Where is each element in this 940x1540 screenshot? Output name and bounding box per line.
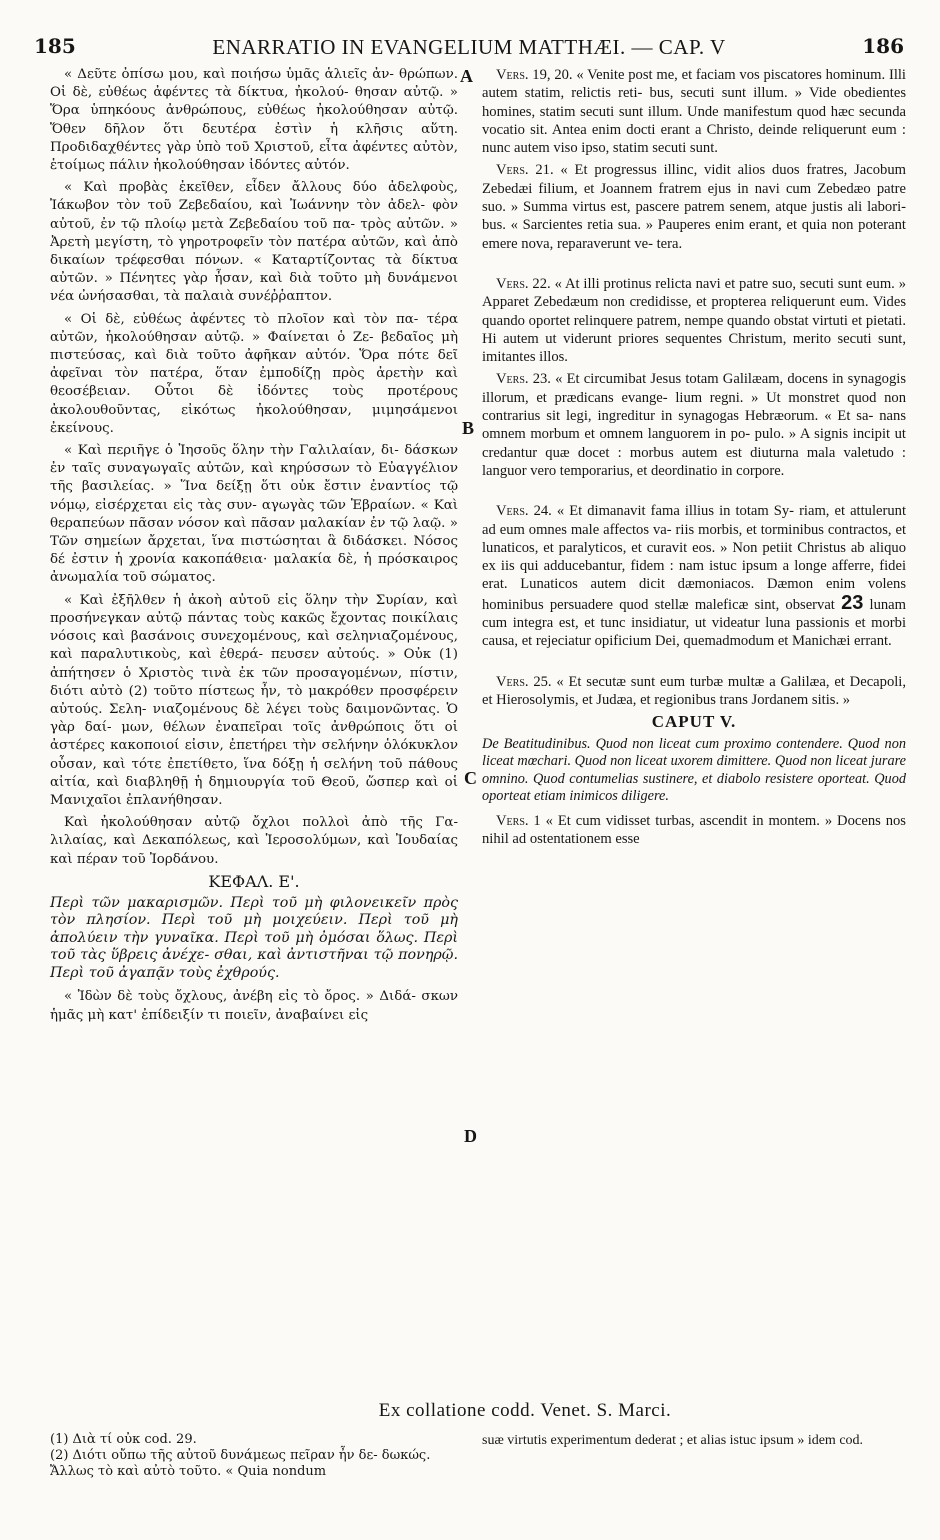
latin-text: « Et cum vidisset turbas, ascendit in montem. » Docens nos nihil ad ostentationem esse	[482, 812, 906, 847]
latin-text: « At illi protinus relicta navi et patre suo, secuti sunt eum. » Apparet Zebedæum non credidisse, et propterea reliquerunt eum. Vides quando oportet relinquere patrem, nempe quando obstat virtuti et pietati. Hi autem ut viderunt priores sequentes Christum, merito secuti sunt, imitantes illos.	[482, 275, 907, 366]
latin-text: « Et secutæ sunt eum turbæ multæ a Galilæa, et Decapoli, et Hierosolymis, et Judæa, et regionibus trans Jordanem sitis. »	[482, 673, 906, 708]
greek-column	[50, 66, 458, 1029]
page-number-left: 185	[34, 34, 76, 58]
greek-paragraph: « Οἱ δὲ, εὐθέως ἀφέντες τὸ πλοῖον καὶ τὸν πα- τέρα αὐτῶν, ἠκολούθησαν αὐτῷ. » Φαίνεται ὁ Ζε- βεδαῖος μὴ πιστεύσας, καὶ διὰ τοῦτο ἀφῆκαν αὐτόν. Ὅρα πότε δεῖ ἀφεῖναι τὸν πατέρα, ὅταν ἐμποδίζῃ πρὸς ἀρετὴν καὶ θεοσέβειαν. Οὗτοι δὲ ἰδόντες τοὺς προτέρους ἀκολουθοῦντας, εἰκότως ἠκολούθησαν, μιμησάμενοι ἐκείνους.	[50, 311, 458, 436]
latin-paragraph	[482, 502, 906, 650]
margin-letter-d: D	[464, 1126, 477, 1146]
greek-chapter-heading: ΚΕΦΑΛ. Ε'.	[208, 871, 300, 891]
original-page-marker: 23	[841, 591, 864, 614]
latin-text: « Et circumibat Jesus totam Galilæam, docens in synagogis illorum, et prædicans evange- lium regni. » Ut monstret quod non contrarius sit legi, ingreditur in synagogas Hebræorum. « Et sa- nans omnem morbum et omnem languorem in po- pulo. » A signis incipit ut credantur quæ docet : morbus autem est diuturna mala valetudo : languor vero temporarius, et deordinatio in corpore.	[482, 371, 907, 479]
greek-paragraph: « Καὶ περιῆγε ὁ Ἰησοῦς ὅλην τὴν Γαλιλαίαν, δι- δάσκων ἐν ταῖς συναγωγαῖς αὐτῶν, καὶ κηρύσσων τὸ Εὐαγγέλιον τῆς βασιλείας. » Ἵνα δείξῃ ὅτι οὐκ ἔστιν ἐναντίος τῷ νόμῳ, εἰσέρχεται εἰς τὰς συν- αγωγὰς τῶν Ἑβραίων. « Καὶ θεραπεύων πᾶσαν νόσον καὶ πᾶσαν μαλακίαν ἐν τῷ λαῷ. » Τῶν σημείων ἄρχεται, ἵνα πιστώσηται ἃ διδάσκει. Νόσος δέ ἐστιν ἡ χρονία κακοπάθεια· μαλακία δὲ, ἡ πρόσκαιρος ἀνωμαλία τοῦ σώματος.	[50, 443, 458, 586]
verse-ref: Vers. 25.	[496, 673, 552, 690]
verse-ref: Vers. 23.	[496, 371, 551, 388]
latin-paragraph	[482, 66, 906, 157]
greek-paragraph: « Ἰδὼν δὲ τοὺς ὄχλους, ἀνέβη εἰς τὸ ὄρος. » Διδά- σκων ἡμᾶς μὴ κατ' ἐπίδειξίν τι ποιεῖν, ἀναβαίνει εἰς	[50, 989, 458, 1023]
latin-text: « Et progressus illinc, vidit alios duos fratres, Jacobum Zebedæi filium, et Joannem fratrem ejus in navi cum Zebedæo patre suo. » Summa virtus est, pascere patrem senem, atque justis ali labori- bus. « Sarcientes retia sua. » Pauperes enim erant, et quia non poterant emere nova, reparaverunt ve- tera.	[482, 162, 906, 252]
latin-paragraph	[482, 370, 906, 480]
running-title: ENARRATIO IN EVANGELIUM MATTHÆI. — CAP. V	[212, 35, 726, 59]
footnotes-greek	[50, 1432, 458, 1480]
latin-text: « Venite post me, et faciam vos piscatores hominum. Illi autem statim, relictis reti- bus, secuti sunt illum. » Vide obedientes homines, statim secuti sunt illum. Unde manifestum quod hæc secunda vocatio sit. Antea enim docti erant a Christo, deinde reliquerunt eum : nunc autem viso ipso, statim secuti sunt.	[482, 67, 906, 157]
latin-paragraph	[482, 275, 906, 366]
latin-chapter-summary: De Beatitudinibus. Quod non liceat cum proximo contendere. Quod non liceat mœchari. Quod non liceat uxorem dimittere. Quod non liceat jurare omnino. Quod contumelias sustinere, et diabolo resistere oporteat. Quod oporteat etiam inimicos diligere.	[482, 735, 906, 804]
latin-paragraph	[482, 812, 906, 849]
latin-column	[482, 66, 906, 852]
verse-ref: Vers. 24.	[496, 503, 552, 520]
greek-paragraph: « Καὶ προβὰς ἐκεῖθεν, εἶδεν ἄλλους δύο ἀδελφοὺς, Ἰάκωβον τὸν τοῦ Ζεβεδαίου, καὶ Ἰωάννην τὸν ἀδελ- φὸν αὐτοῦ, ἐν τῷ πλοίῳ μετὰ Ζεβεδαίου τοῦ πα- τρὸς αὐτῶν. » Ἀρετὴ μεγίστη, τὸ γηροτροφεῖν τὸν πατέρα αὐτῶν, καὶ ἀπὸ δικαίων τρέφεσθαι πόνων. « Καταρτίζοντας τὰ δίκτυα αὐτῶν. » Πένητες γὰρ ἦσαν, καὶ διὰ τοῦτο μὴ δυνάμενοι νέα ὠνήσασθαι, τὰ παλαιὰ συνέῤῥαπτον.	[50, 180, 458, 305]
collation-note-row	[50, 1400, 910, 1422]
footnote: (2) Διότι οὔπω τῆς αὐτοῦ δυνάμεως πεῖραν ἦν δε- δωκώς. Ἄλλως τὸ καὶ αὐτὸ τοῦτο. « Quia nondum	[50, 1448, 431, 1479]
greek-paragraph: « Καὶ ἐξῆλθεν ἡ ἀκοὴ αὐτοῦ εἰς ὅλην τὴν Συρίαν, καὶ προσήνεγκαν αὐτῷ πάντας τοὺς κακῶς ἔχοντας ποικίλαις νόσοις καὶ βασάνοις συνεχομένους, καὶ σεληνιαζομένους, καὶ παραλυτικοὺς, καὶ ἐθερά- πευσεν αὐτούς. » Οὐκ (1) ἀπήτησεν ὁ Χριστὸς τινὰ ἐκ τῶν προσαγομένων, πίστιν, διότι αὐτὸ (2) τοῦτο πίστεως ἦν, τὸ μακρόθεν προσφέρειν αὐτούς. Σελη- νιαζομένους δὲ λέγει τοὺς δαιμονῶντας. Ὁ γὰρ δαί- μων, θέλων ἐναπεῖραι τοῖς ἀνθρώποις ὅτι οἱ ἀστέρες κακοποιοί εἰσιν, ἐπετήρει τὴν σελήνην ὁλόκυκλον οὖσαν, καὶ τότε ἐπετίθετο, ἵνα δόξῃ ἡ σελήνη τοῦ πάθους αἰτία, καὶ διαβληθῇ ἡ δημιουργία τοῦ Θεοῦ, ὥσπερ καὶ οἱ Μανιχαῖοι ἐπλανήθησαν.	[50, 592, 458, 808]
latin-paragraph	[482, 161, 906, 252]
latin-text: lunam cum integra est, et tunc insidiatur, ut videatur luna passionis et morbi causa, et rejeciatur opificium Dei, quemadmodum et Manichæi errant.	[482, 596, 907, 650]
margin-letter-a: A	[460, 66, 473, 86]
margin-letter-b: B	[462, 418, 475, 438]
footnote: (1) Διὰ τί οὐκ cod. 29.	[50, 1432, 197, 1447]
margin-letter-c: C	[464, 768, 477, 788]
footnotes-latin: suæ virtutis experimentum dederat ; et alias istuc ipsum » idem cod.	[482, 1433, 864, 1448]
latin-paragraph	[482, 673, 906, 710]
page-number-right: 186	[862, 34, 904, 58]
verse-ref: Vers. 1	[496, 812, 541, 829]
greek-chapter-summary: Περὶ τῶν μακαρισμῶν. Περὶ τοῦ μὴ φιλονεικεῖν πρὸς τὸν πλησίον. Περὶ τοῦ μὴ μοιχεύειν. Περὶ τοῦ μὴ ἀπολύειν τὴν γυναῖκα. Περὶ τοῦ μὴ ὀμόσαι ὅλως. Περὶ τοῦ τὰς ὕβρεις ἀνέχε- σθαι, καὶ ἀντιστῆναι τῷ πονηρῷ. Περὶ τοῦ ἀγαπᾷν τοὺς ἐχθρούς.	[50, 894, 458, 981]
latin-chapter-heading: CAPUT V.	[651, 712, 737, 732]
running-header	[34, 34, 904, 64]
latin-text: « Et dimanavit fama illius in totam Sy- riam, et attulerunt ad eum omnes male affectos va- riis morbis, et torminibus contractos, et lunaticos, et paralyticos, et curavit eos. » Non petiit Christus ab aliquo ex iis qui adducebantur, fidem : nam istuc ipsum a longe afferre, fidei erat. Lunaticos autem dicit dæmoniacos. Dæmon enim volens hominibus persuadere quod stellæ maleficæ sint, observat	[482, 503, 906, 613]
greek-paragraph: « Δεῦτε ὀπίσω μου, καὶ ποιήσω ὑμᾶς ἁλιεῖς ἀν- θρώπων. Οἱ δὲ, εὐθέως ἀφέντες τὰ δίκτυα, ἠκολού- θησαν αὐτῷ. » Ὅρα ὑπηκόους ἀνθρώπους, εὐθέως ἠκολούθησαν αὐτῷ. Ὅθεν δῆλον ὅτι δευτέρα ἐστὶν ἡ κλῆσις αὕτη. Προδιδαχθέντες γὰρ ὑπὸ τοῦ Χριστοῦ, εἶτα ἀφέντες αὐτὸν, ἑτοίμως πάλιν ἠκολούθησαν ἰδόντες αὐτόν.	[50, 67, 458, 174]
collation-note: Ex collatione codd. Venet. S. Marci.	[378, 1400, 672, 1421]
verse-ref: Vers. 21.	[496, 162, 554, 179]
verse-ref: Vers. 19, 20.	[496, 67, 573, 83]
greek-paragraph: Καὶ ἠκολούθησαν αὐτῷ ὄχλοι πολλοὶ ἀπὸ τῆς Γα- λιλαίας, καὶ Δεκαπόλεως, καὶ Ἱεροσολύμων, καὶ Ἰουδαίας καὶ πέραν τοῦ Ἰορδάνου.	[50, 815, 458, 867]
verse-ref: Vers. 22.	[496, 275, 551, 292]
